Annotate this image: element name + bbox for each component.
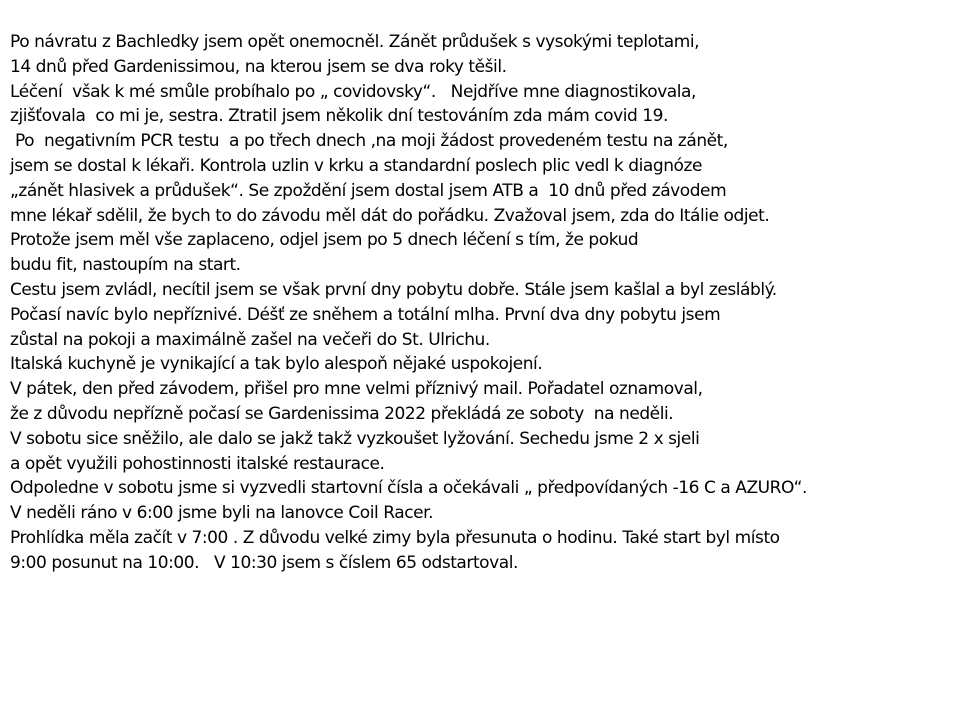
text-line-15: V pátek, den před závodem, přišel pro mne velmi příznivý mail. Pořadatel oznamoval, — [10, 379, 703, 400]
document-body-text — [10, 30, 955, 576]
text-line-6: jsem se dostal k lékaři. Kontrola uzlin v krku a standardní poslech plic vedl k diagnóze — [10, 155, 702, 176]
text-line-19: Odpoledne v sobotu jsme si vyzvedli startovní čísla a očekávali „ předpovídaných -16 C a AZURO“. — [10, 478, 807, 499]
text-line-12: Počasí navíc bylo nepříznivé. Déšť ze sněhem a totální mlha. První dva dny pobytu jsem — [10, 304, 721, 325]
text-line-11: Cestu jsem zvládl, necítil jsem se však první dny pobytu dobře. Stále jsem kašlal a byl zesláblý. — [10, 279, 777, 300]
text-line-5: Po negativním PCR testu a po třech dnech ,na moji žádost provedeném testu na zánět, — [10, 131, 728, 152]
text-line-17: V sobotu sice sněžilo, ale dalo se jakž takž vyzkoušet lyžování. Sechedu jsme 2 x sjeli — [10, 428, 700, 449]
text-line-3: Léčení však k mé smůle probíhalo po „ covidovsky“. Nejdříve mne diagnostikovala, — [10, 81, 696, 102]
text-line-21: Prohlídka měla začít v 7:00 . Z důvodu velké zimy byla přesunuta o hodinu. Také start byl místo — [10, 527, 780, 548]
text-line-20: V neděli ráno v 6:00 jsme byli na lanovce Coil Racer. — [10, 503, 434, 524]
text-line-4: zjišťovala co mi je, sestra. Ztratil jsem několik dní testováním zda mám covid 19. — [10, 106, 668, 127]
text-line-9: Protože jsem měl vše zaplaceno, odjel jsem po 5 dnech léčení s tím, že pokud — [10, 230, 639, 251]
text-line-16: že z důvodu nepřízně počasí se Gardenissima 2022 překládá ze soboty na neděli. — [10, 403, 674, 424]
text-line-8: mne lékař sdělil, že bych to do závodu měl dát do pořádku. Zvažoval jsem, zda do Itálie odjet. — [10, 205, 770, 226]
text-line-18: a opět využili pohostinnosti italské restaurace. — [10, 453, 385, 474]
text-line-2: 14 dnů před Gardenissimou, na kterou jsem se dva roky těšil. — [10, 56, 507, 77]
text-line-22: 9:00 posunut na 10:00. V 10:30 jsem s číslem 65 odstartoval. — [10, 552, 518, 573]
text-line-7: „zánět hlasivek a průdušek“. Se zpoždění jsem dostal jsem ATB a 10 dnů před závodem — [10, 180, 727, 201]
text-line-10: budu fit, nastoupím na start. — [10, 255, 241, 276]
text-line-14: Italská kuchyně je vynikající a tak bylo alespoň nějaké uspokojení. — [10, 354, 543, 375]
text-line-1: Po návratu z Bachledky jsem opět onemocněl. Zánět průdušek s vysokými teplotami, — [10, 32, 700, 52]
text-line-13: zůstal na pokoji a maximálně zašel na večeři do St. Ulrichu. — [10, 329, 490, 350]
